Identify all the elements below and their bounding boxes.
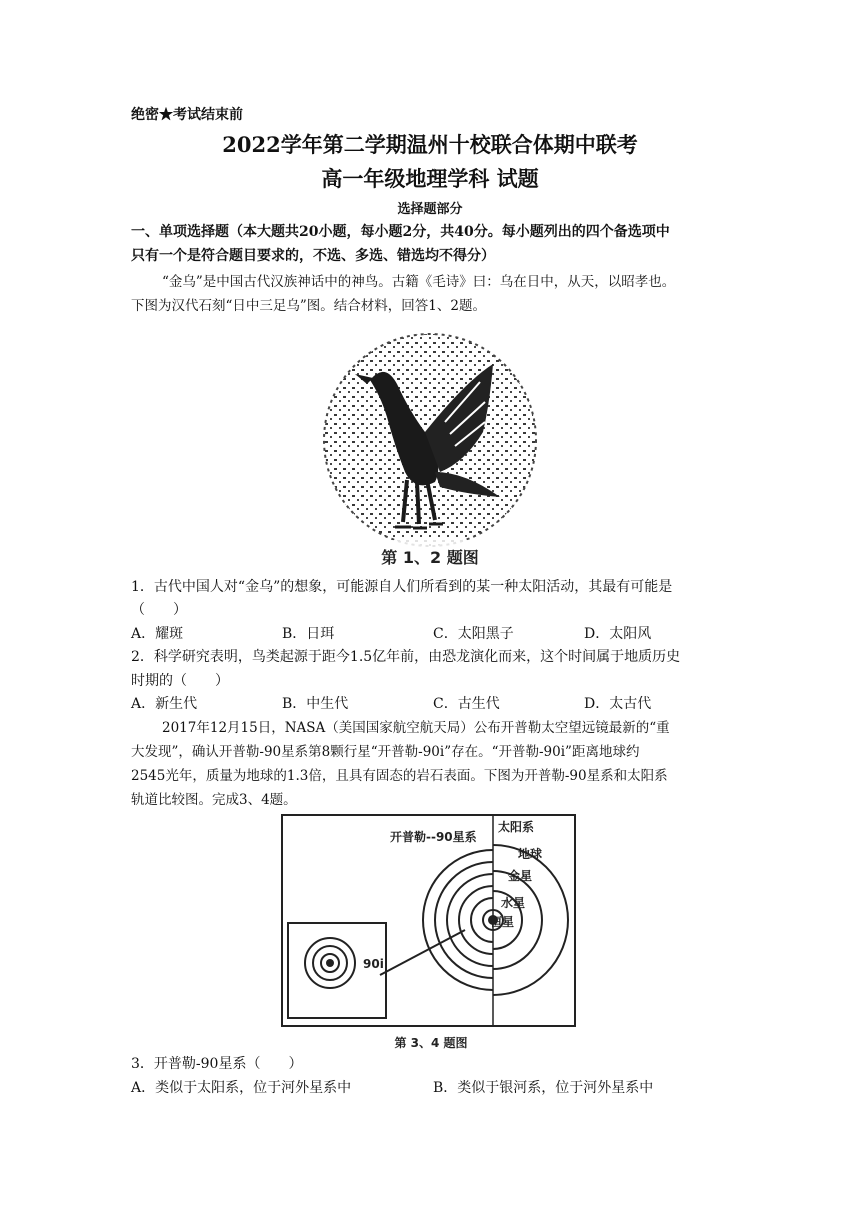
venus-label: 金星 (508, 869, 533, 883)
passage2-line2: 大发现”，确认开普勒-90星系第8颗行星“开普勒-90i”存在。“开普勒-90i”距离地球约 (131, 744, 640, 760)
section-instruction-line2: 只有一个是符合题目要求的，不选、多选、错选均不得分） (131, 248, 495, 264)
mercury-label: 水星 (501, 896, 526, 910)
q1-option-d: D．太阳风 (584, 626, 652, 642)
figure-orbit-comparison (280, 813, 582, 1055)
golden-crow-illustration (315, 322, 545, 572)
q1-option-c: C．太阳黑子 (433, 626, 514, 642)
figure1-caption: 第 1、2 题图 (381, 548, 479, 567)
solar-system-label: 太阳系 (498, 820, 535, 834)
earth-label: 地球 (518, 847, 543, 861)
exam-subtitle: 高一年级地理学科 试题 (321, 166, 539, 191)
kepler-system-label: 开普勒--90星系 (390, 830, 477, 844)
orbit-comparison-diagram (280, 813, 582, 1055)
q2-option-a: A．新生代 (131, 696, 198, 712)
q1-option-b: B．日珥 (282, 626, 335, 642)
q3-option-a: A．类似于太阳系，位于河外星系中 (131, 1080, 352, 1096)
exam-title: 2022学年第二学期温州十校联合体期中联考 (222, 132, 638, 157)
q3-stem: 3．开普勒-90星系（ ） (131, 1056, 303, 1072)
passage2-line4: 轨道比较图。完成3、4题。 (131, 792, 297, 808)
passage1-line1: “金乌”是中国古代汉族神话中的神鸟。古籍《毛诗》曰：乌在日中，从天，以昭孝也。 (162, 274, 676, 290)
planet-90i-label: 90i (363, 957, 384, 971)
q3-option-b: B．类似于银河系，位于河外星系中 (433, 1080, 654, 1096)
part-heading: 选择题部分 (397, 202, 463, 217)
q2-stem-line1: 2．科学研究表明，鸟类起源于距今1.5亿年前，由恐龙演化而来，这个时间属于地质历史 (131, 649, 681, 665)
figure2-caption: 第 3、4 题图 (394, 1036, 468, 1050)
q2-stem-line2: 时期的（ ） (131, 673, 229, 689)
q2-option-d: D．太古代 (584, 696, 652, 712)
q1-option-a: A．耀斑 (131, 626, 184, 642)
section-instruction-line1: 一、单项选择题（本大题共20小题，每小题2分，共40分。每小题列出的四个备选项中 (131, 224, 670, 240)
q2-option-b: B．中生代 (282, 696, 349, 712)
q1-stem-line1: 1．古代中国人对“金乌”的想象，可能源自人们所看到的某一种太阳活动，其最有可能是 (131, 579, 673, 595)
q1-stem-line2: （ ） (131, 602, 187, 618)
star-label: 恒星 (490, 915, 515, 929)
passage2-line1: 2017年12月15日，NASA（美国国家航空航天局）公布开普勒太空望远镜最新的“重 (162, 720, 670, 736)
confidential-mark: 绝密★考试结束前 (131, 107, 243, 123)
figure-golden-crow (315, 322, 545, 572)
passage2-line3: 2545光年，质量为地球的1.3倍，且具有固态的岩石表面。下图为开普勒-90星系和太阳系 (131, 768, 668, 784)
passage1-line2: 下图为汉代石刻“日中三足乌”图。结合材料，回答1、2题。 (131, 298, 486, 314)
q2-option-c: C．古生代 (433, 696, 500, 712)
